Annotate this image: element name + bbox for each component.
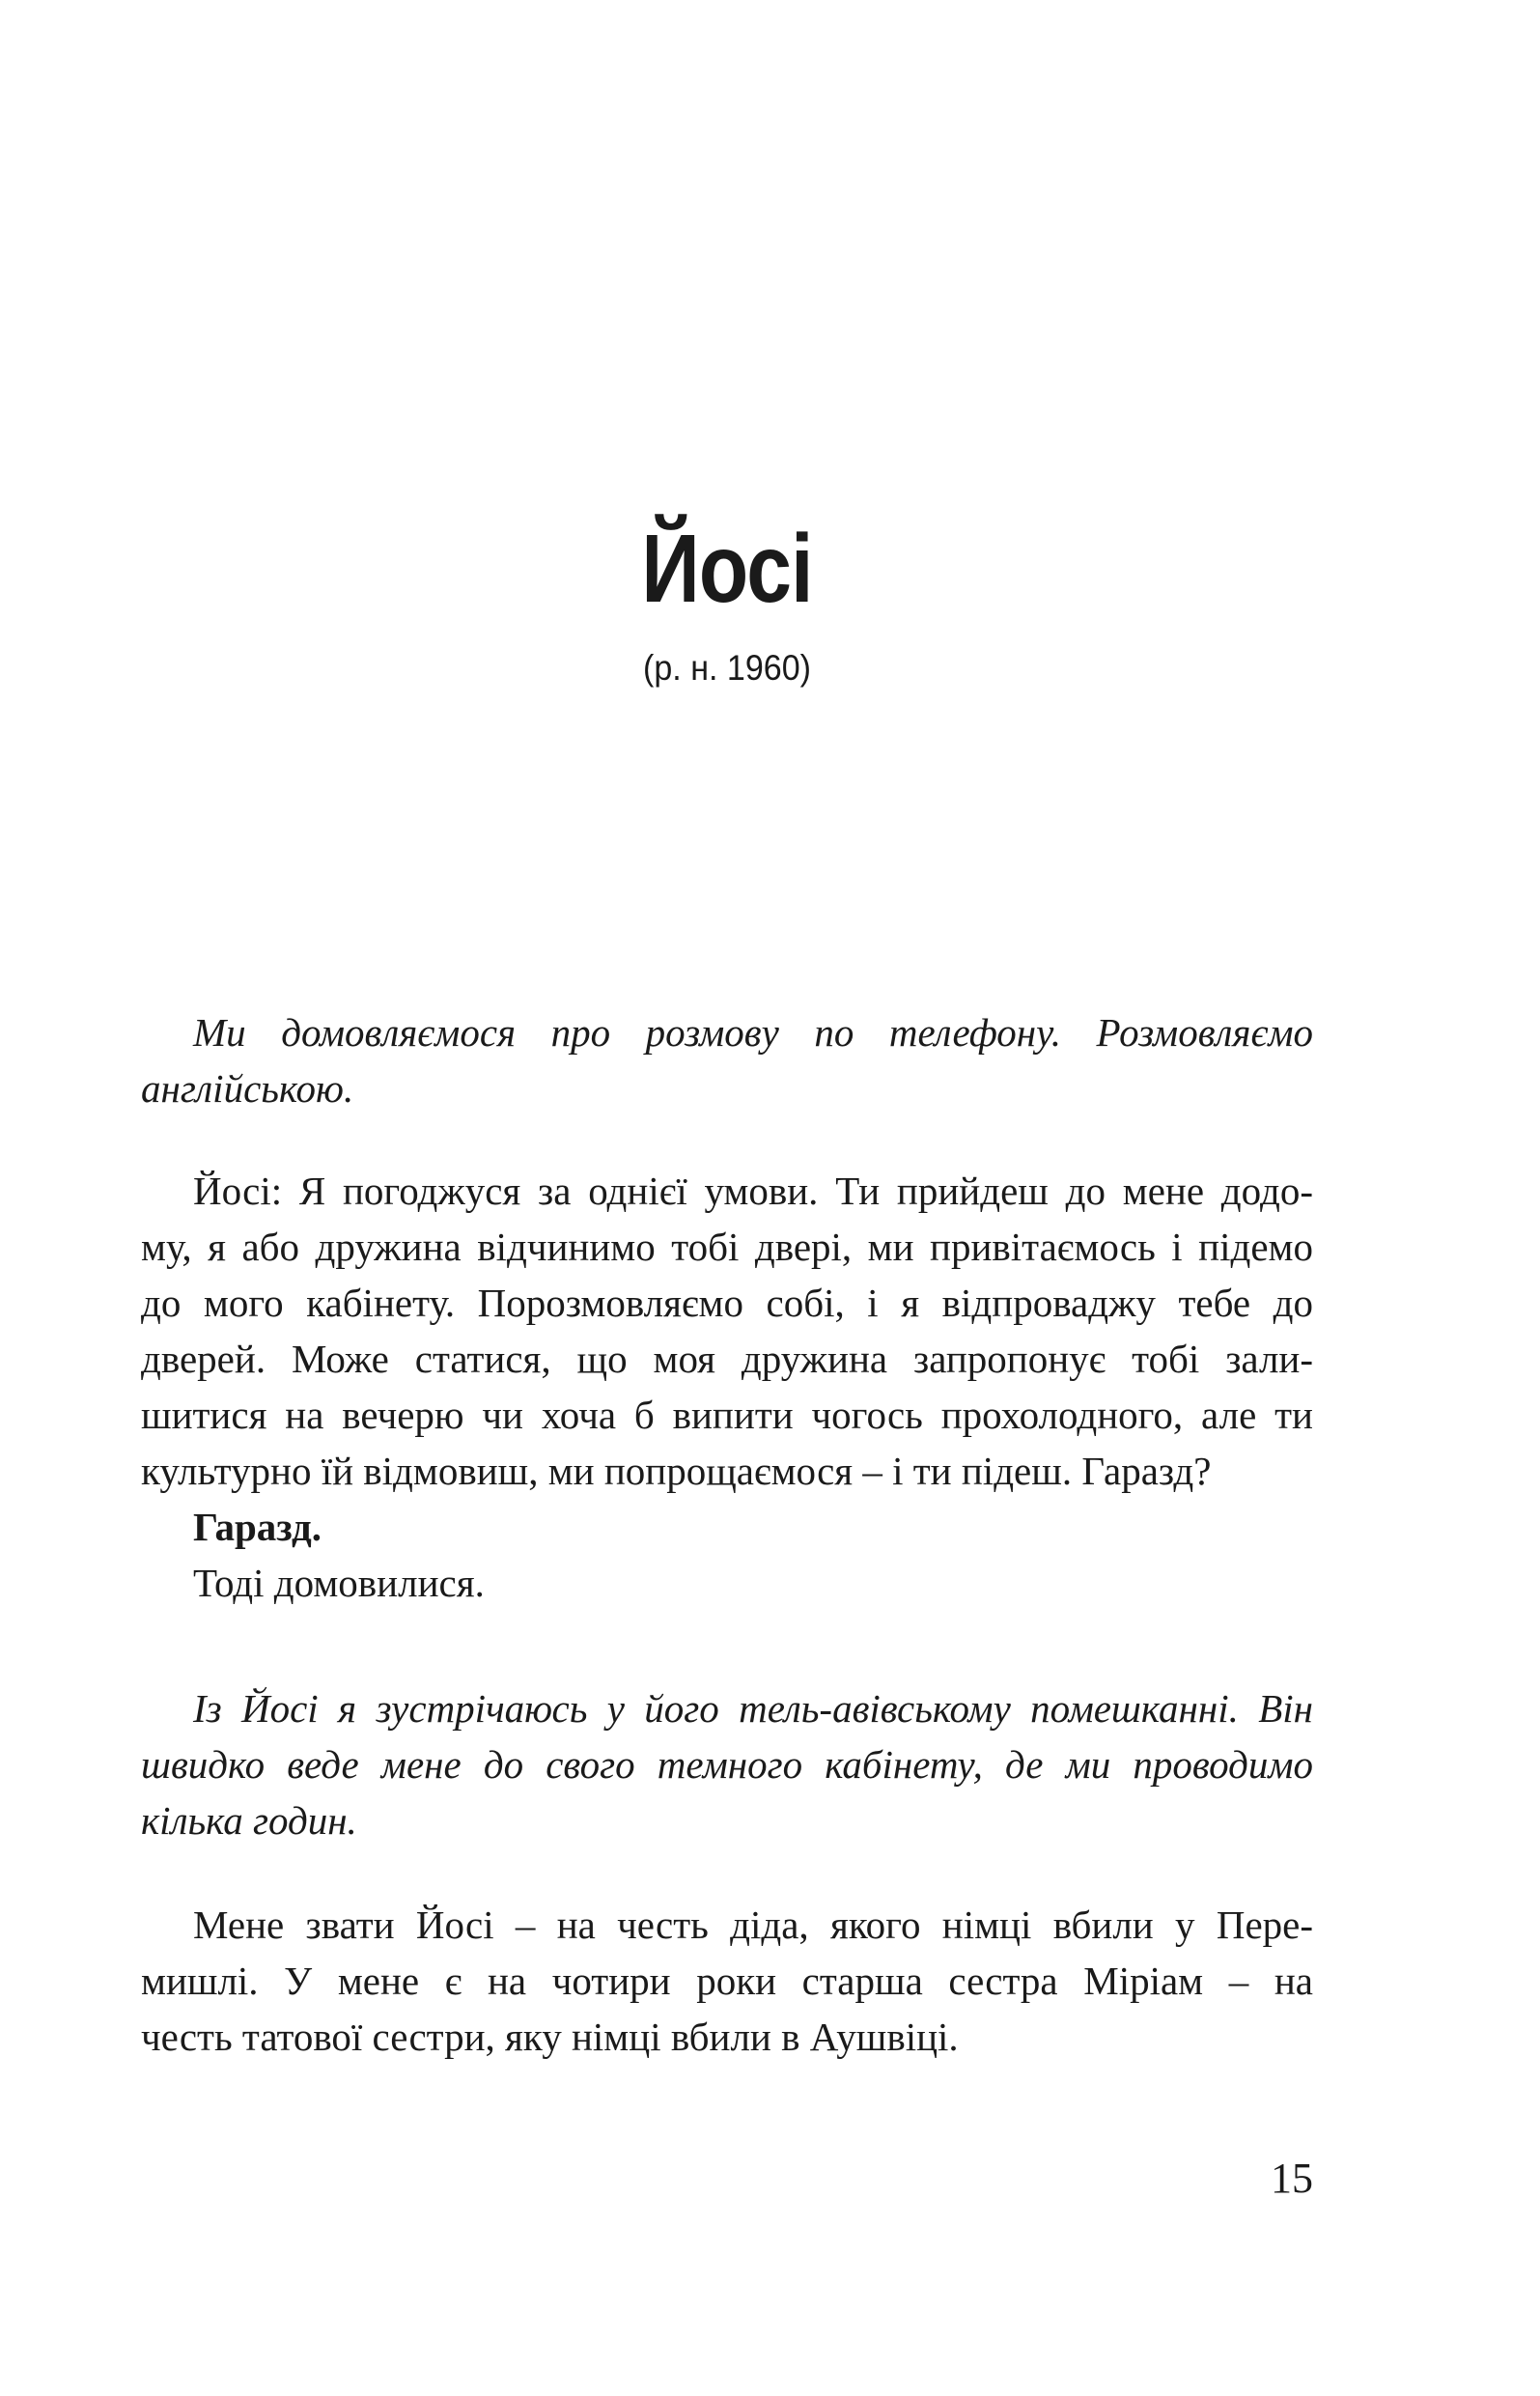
paragraph [141, 1555, 1313, 1611]
paragraph [141, 1163, 1313, 1499]
text-line: дверей. Може статися, що моя дружина запропонує тобі зали- [141, 1337, 1313, 1381]
text-line: му, я або дружина відчинимо тобі двері, ми привітаємось і підемо [141, 1225, 1313, 1269]
text-line: Йосі: Я погоджуся за однієї умови. Ти прийдеш до мене додо- [193, 1169, 1313, 1213]
text-line: мишлі. У мене є на чотири роки старша сестра Міріам – на [141, 1959, 1313, 2003]
text-line: Гаразд. [193, 1505, 322, 1549]
chapter-header [141, 515, 1313, 688]
text-line: Тоді домовилися. [193, 1561, 485, 1605]
text-line: швидко веде мене до свого темного кабінету, де ми проводимо [141, 1742, 1313, 1787]
paragraph [141, 1897, 1313, 2065]
text-line: кілька годин. [141, 1798, 357, 1843]
text-line: Ми домовляємося про розмову по телефону. Розмовляємо [193, 1010, 1313, 1055]
page-number: 15 [1271, 2155, 1313, 2202]
text-line: англійською. [141, 1066, 354, 1111]
text-line: честь татової сестри, яку німці вбили в Аушвіці. [141, 2015, 959, 2059]
paragraph [141, 1004, 1313, 1116]
text-line: культурно їй відмовиш, ми попрощаємося – і ти підеш. Гаразд? [141, 1449, 1212, 1493]
text-line: шитися на вечерю чи хоча б випити чогось прохолодного, але ти [141, 1393, 1313, 1437]
paragraph [141, 1499, 1313, 1555]
chapter-subtitle: (р. н. 1960) [643, 648, 811, 688]
text-line: Із Йосі я зустрічаюсь у його тель-авівському помешканні. Він [193, 1686, 1313, 1731]
chapter-title: Йосі [641, 515, 813, 623]
body-text [141, 1004, 1313, 2065]
text-line: Мене звати Йосі – на честь діда, якого німці вбили у Пере- [193, 1903, 1313, 1947]
paragraph [141, 1680, 1313, 1848]
text-line: до мого кабінету. Порозмовляємо собі, і я відпроваджу тебе до [141, 1281, 1313, 1325]
